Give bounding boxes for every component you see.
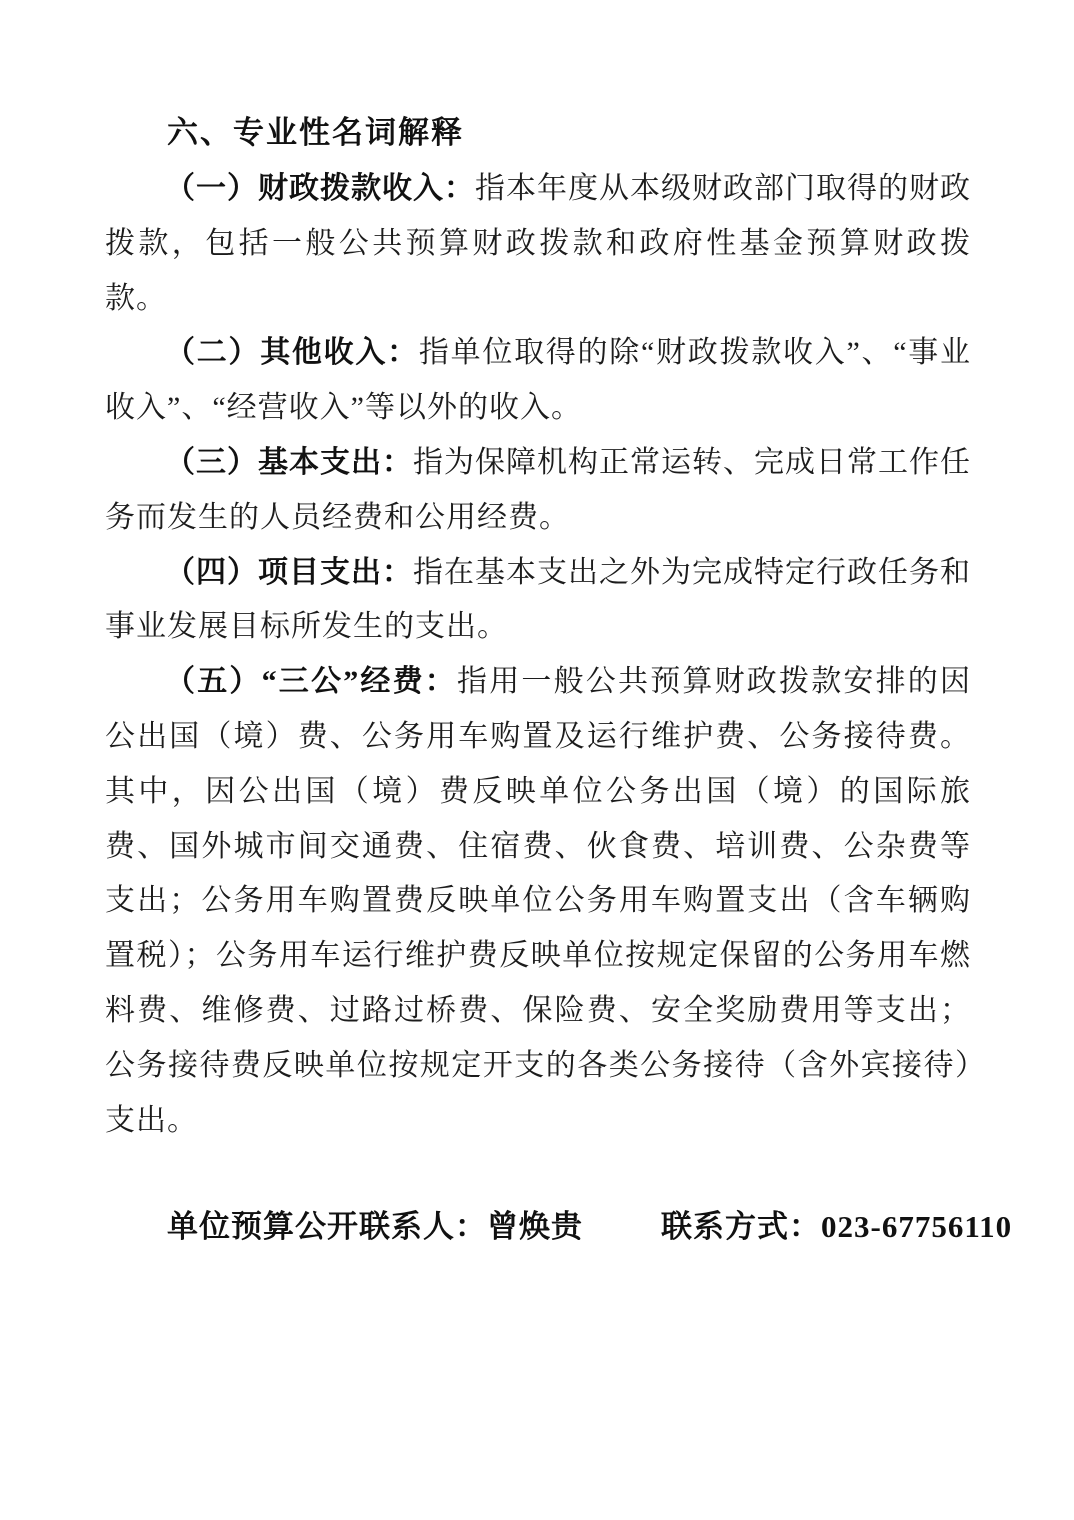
term-label: （一）财政拨款收入： [165,172,475,205]
term-definition: 指单位取得的除“财政拨款收入”、“事业收入”、“经营收入”等以外的收入。 [105,336,972,425]
term-label: （四）项目支出： [165,555,413,589]
term-definition: 指本年度从本级财政部门取得的财政拨款，包括一般公共预算财政拨款和政府性基金预算财政拨款。 [105,172,971,315]
definition-paragraph-project-expenditure [105,546,971,656]
term-definition: 指用一般公共预算财政拨款安排的因公出国（境）费、公务用车购置及运行维护费、公务接待费。其中，因公出国（境）费反映单位公务出国（境）的国际旅费、国外城市间交通费、住宿费、伙食费、培训费、公杂费等支出；公务用车购置费反映单位公务用车购置支出（含车辆购置税）；公务用车运行维护费反映单位按规定保留的公务用车燃料费、维修费、过路过桥费、保险费、安全奖励费用等支出；公务接待费反映单位按规定开支的各类公务接待（含外宾接待）支出。 [105,665,971,1137]
contact-phone-number: 023-67756110 [821,1209,1013,1245]
term-label: （三）基本支出： [165,445,413,479]
contact-person-label: 单位预算公开联系人： [167,1209,487,1245]
term-label: （五）“三公”经费： [165,665,457,699]
section-heading: 六、专业性名词解释 [167,115,464,150]
term-definition: 指在基本支出之外为完成特定行政任务和事业发展目标所发生的支出。 [105,555,971,644]
term-label: （二）其他收入： [165,336,419,370]
definition-paragraph-fiscal-appropriation-income [105,162,971,326]
contact-phone-label: 联系方式： [661,1209,821,1245]
contact-line [167,1200,1013,1254]
definition-paragraph-three-public-funds [105,655,971,1148]
term-definition: 指为保障机构正常运转、完成日常工作任务而发生的人员经费和公用经费。 [105,445,971,534]
definition-paragraph-other-income [105,326,971,436]
definition-paragraph-basic-expenditure [105,436,971,546]
contact-person-name: 曾焕贵 [487,1209,583,1245]
document-content [105,104,1013,1254]
